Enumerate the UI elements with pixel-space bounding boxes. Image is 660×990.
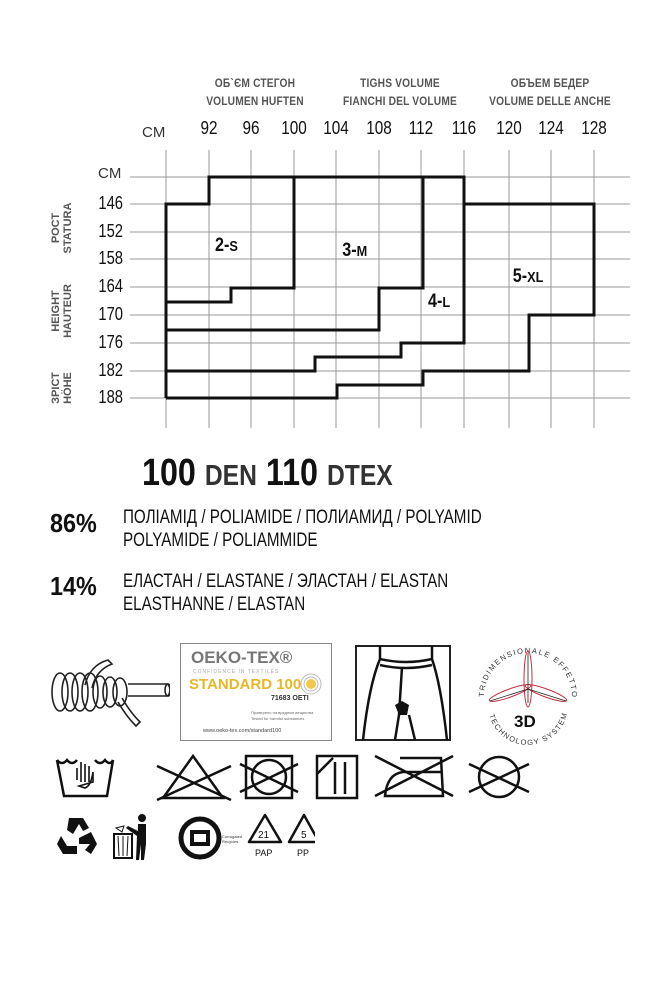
header-line: VOLUME DELLE ANCHE (489, 94, 611, 108)
axis-label-line: STATURA (62, 202, 74, 254)
y-tick: 164 (98, 276, 123, 296)
den-unit: DEN (204, 460, 257, 492)
size-label-5xl: 5-XL (512, 266, 544, 287)
y-tick: 158 (98, 248, 123, 268)
material-line: ЕЛАСТАН / ELASTANE / ЭЛАСТАН / ELASTAN (123, 571, 449, 592)
svg-text:PAP: PAP (255, 848, 273, 858)
svg-text:Corrugated: Corrugated (222, 834, 243, 839)
hand-wash-icon (57, 760, 113, 796)
corrugated-recycles-icon (181, 819, 242, 857)
care-symbols-row (55, 752, 575, 804)
dtex-value: 110 (265, 452, 319, 494)
oeko-tex-code: 71683 OETI (271, 695, 309, 702)
y-tick: 176 (98, 332, 123, 352)
sun-flower-icon (299, 672, 323, 696)
svg-text:TECHNOLOGY SYSTEM: TECHNOLOGY SYSTEM (487, 710, 570, 748)
material-line: ELASTHANNE / ELASTAN (123, 594, 306, 615)
dry-in-shade-icon (317, 756, 357, 798)
oeko-tex-url: www.oeko-tex.com/standard100 (203, 728, 282, 734)
size-label-2s: 2-S (215, 235, 238, 256)
x-tick: 108 (366, 118, 392, 138)
axis-label-line: РОСТ (50, 212, 62, 244)
svg-text:21: 21 (258, 830, 270, 841)
x-tick: 96 (242, 118, 260, 138)
dtex-unit: DTEX (326, 460, 393, 492)
composition-percent-polyamide: 86% (50, 508, 97, 538)
axis-label-line: ЗРІСТ (50, 372, 62, 404)
size-label-4l: 4-L (427, 291, 451, 312)
header-line: VOLUMEN HUFTEN (206, 94, 304, 108)
svg-text:PP: PP (297, 848, 310, 858)
material-line: ПОЛІАМІД / POLIAMIDE / ПОЛИАМИД / POLYAMID (123, 507, 482, 528)
no-tumble-dry-icon (240, 756, 298, 798)
3d-technology-badge (470, 635, 585, 750)
no-bleach-icon (157, 756, 231, 800)
oeko-tex-brand: OEKO-TEX® (191, 648, 293, 667)
y-tick: 188 (98, 387, 123, 407)
header-line: ОБ`ЄМ СТЕГОН (214, 76, 296, 90)
pap-21-icon (249, 815, 281, 858)
material-line: POLYAMIDE / POLIAMMIDE (123, 530, 318, 551)
x-unit-label: CM (142, 124, 166, 141)
axis-label-line: HEIGHT (50, 290, 62, 332)
header-line: ОБЪЕМ БЕДЕР (510, 76, 590, 90)
yarn-coil-icon (40, 650, 170, 730)
y-tick: 152 (98, 221, 123, 241)
pp-5-icon (289, 815, 315, 858)
x-tick: 124 (538, 118, 564, 138)
oeko-tex-standard: STANDARD 100 (189, 676, 302, 693)
composition-percent-elastane: 14% (50, 571, 97, 601)
x-tick: 116 (451, 118, 477, 138)
x-tick: 112 (408, 118, 434, 138)
recycle-icon (57, 818, 97, 854)
svg-text:TRIDIMENSIONALE EFFETTO: TRIDIMENSIONALE EFFETTO (476, 645, 580, 699)
svg-text:5: 5 (301, 830, 307, 841)
oeko-tex-label (180, 643, 332, 741)
y-unit-label: CM (98, 165, 122, 182)
x-tick: 104 (323, 118, 349, 138)
region-outline-4l (166, 177, 464, 371)
header-line: TIGHS VOLUME (360, 76, 440, 90)
composition-materials-elastane (123, 570, 448, 616)
no-iron-icon (375, 756, 453, 796)
svg-text:Recycles: Recycles (222, 839, 239, 844)
3d-label: 3D (514, 712, 536, 731)
density-heading (142, 452, 393, 495)
tidyman-icon (114, 814, 146, 860)
x-tick: 120 (496, 118, 522, 138)
x-tick: 100 (281, 118, 307, 138)
den-value: 100 (142, 452, 196, 494)
recycling-symbols-row (55, 810, 315, 865)
size-grid (0, 0, 660, 440)
y-tick: 182 (98, 360, 123, 380)
axis-label-line: HAUTEUR (62, 284, 74, 338)
x-tick: 128 (581, 118, 607, 138)
size-label-3m: 3-M (342, 240, 368, 261)
y-tick: 146 (98, 193, 123, 213)
y-tick: 170 (98, 304, 123, 324)
axis-label-line: HÖHE (62, 372, 74, 404)
tights-silhouette-icon (355, 645, 451, 741)
oeko-tex-tagline: CONFIDENCE IN TEXTILES (193, 669, 280, 675)
composition-materials-polyamide (123, 506, 482, 552)
oeko-tex-note: Проверено на вредные вещества (251, 710, 314, 715)
no-dry-clean-icon (469, 757, 529, 797)
x-tick: 92 (200, 118, 218, 138)
header-line: FIANCHI DEL VOLUME (343, 94, 457, 108)
oeko-tex-note: Tested for harmful substances (251, 716, 305, 721)
